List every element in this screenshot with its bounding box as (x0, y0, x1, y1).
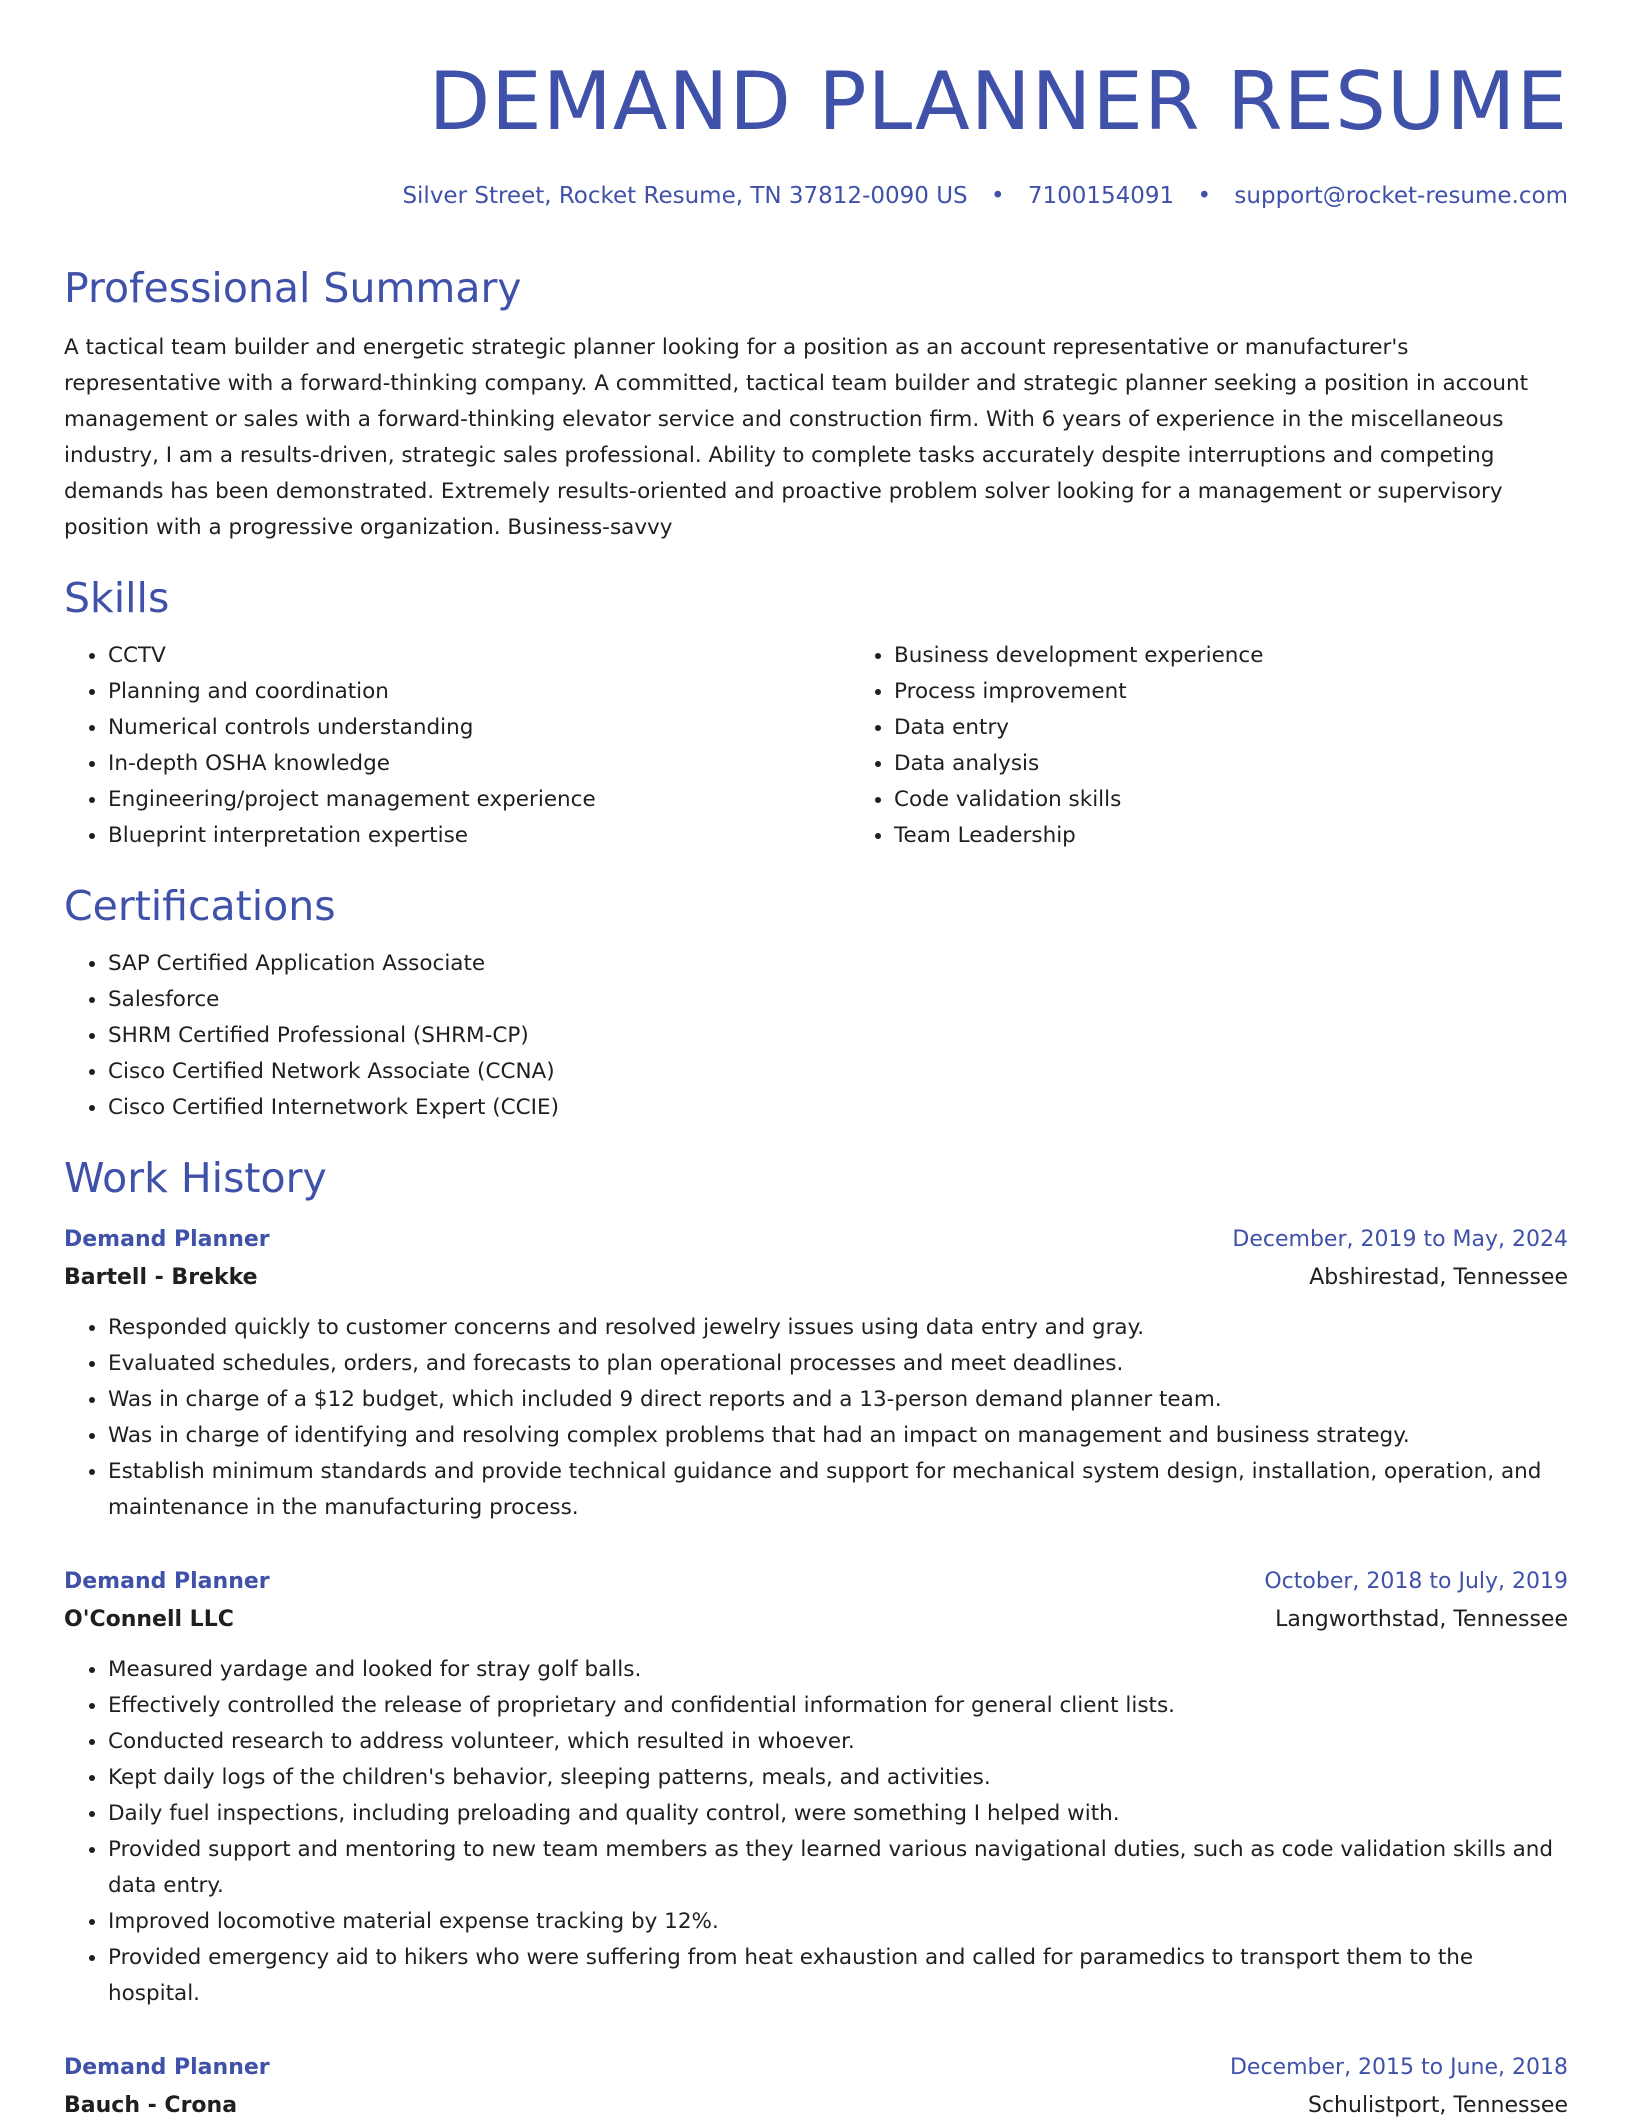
job-bullet: • Was in charge of identifying and resolving complex problems that had an impact on management and business strategy. (108, 1418, 1568, 1454)
section-title-summary: Professional Summary (64, 264, 522, 312)
job-dates: October, 2018 to July, 2019 (1264, 1569, 1568, 1594)
skill-item: • Data analysis (894, 746, 1568, 782)
job-bullet: • Kept daily logs of the children's behavior, sleeping patterns, meals, and activities. (108, 1760, 1568, 1796)
resume-title: DEMAND PLANNER RESUME (428, 55, 1568, 148)
section-title-skills: Skills (64, 574, 170, 622)
certifications-section (64, 880, 1568, 1126)
job-entry (64, 1222, 1568, 1526)
skills-grid (64, 638, 1568, 854)
contact-phone: 7100154091 (1027, 183, 1175, 209)
skill-item: • Engineering/project management experience (108, 782, 850, 818)
job-title: Demand Planner (64, 1227, 270, 1252)
summary-text: A tactical team builder and energetic strategic planner looking for a position as an account representative or manufacturer's representative with a forward-thinking company. A committed, tactical team builder and strategic planner seeking a position in account management or sales with a forward-thinking elevator service and construction firm. With 6 years of experience in the miscellaneous industry, I am a results-driven, strategic sales professional. Ability to complete tasks accurately despite interruptions and competing demands has been demonstrated. Extremely results-oriented and proactive problem solver looking for a management or supervisory position with a progressive organization. Business-savvy (64, 335, 1529, 540)
job-bullet: • Provided emergency aid to hikers who were suffering from heat exhaustion and called for paramedics to transport them to the hospital. (108, 1940, 1568, 2012)
job-location: Langworthstad, Tennessee (1275, 1607, 1568, 1632)
professional-summary-section (64, 262, 1568, 546)
contact-address: Silver Street, Rocket Resume, TN 37812-0090 US (402, 183, 968, 209)
job-bullet: • Daily fuel inspections, including preloading and quality control, were something I helped with. (108, 1796, 1568, 1832)
job-header-row (64, 1222, 1568, 1258)
skill-item: • Blueprint interpretation expertise (108, 818, 850, 854)
skill-item: • Business development experience (894, 638, 1568, 674)
skills-list-left (64, 638, 850, 854)
job-title: Demand Planner (64, 2055, 270, 2080)
skill-item: • Code validation skills (894, 782, 1568, 818)
job-bullets (64, 1652, 1568, 2012)
skills-section (64, 572, 1568, 854)
job-location: Schulistport, Tennessee (1308, 2093, 1568, 2118)
skill-item: • Team Leadership (894, 818, 1568, 854)
section-title-certifications: Certifications (64, 882, 336, 930)
job-entry (64, 2050, 1568, 2126)
certification-item: • Salesforce (108, 982, 1568, 1018)
job-company: Bauch - Crona (64, 2093, 238, 2118)
job-bullets (64, 1310, 1568, 1526)
skill-item: • CCTV (108, 638, 850, 674)
job-company: O'Connell LLC (64, 1607, 234, 1632)
work-history-section (64, 1152, 1568, 2126)
job-dates: December, 2019 to May, 2024 (1232, 1227, 1568, 1252)
job-header-row (64, 1564, 1568, 1600)
skills-list-right (850, 638, 1568, 854)
contact-line (64, 180, 1568, 212)
job-location: Abshirestad, Tennessee (1309, 1265, 1568, 1290)
job-bullet: • Measured yardage and looked for stray golf balls. (108, 1652, 1568, 1688)
job-company-row (64, 2086, 1568, 2126)
job-entry (64, 1564, 1568, 2012)
job-bullet: • Improved locomotive material expense tracking by 12%. (108, 1904, 1568, 1940)
skill-item: • Data entry (894, 710, 1568, 746)
section-title-work-history: Work History (64, 1154, 327, 1202)
job-bullet: • Establish minimum standards and provide technical guidance and support for mechanical system design, installation, operation, and maintenance in the manufacturing process. (108, 1454, 1568, 1526)
skill-item: • Planning and coordination (108, 674, 850, 710)
job-dates: December, 2015 to June, 2018 (1229, 2055, 1568, 2080)
job-company: Bartell - Brekke (64, 1265, 258, 1290)
job-bullet: • Responded quickly to customer concerns and resolved jewelry issues using data entry and gray. (108, 1310, 1568, 1346)
skill-item: • In-depth OSHA knowledge (108, 746, 850, 782)
job-bullet: • Was in charge of a $12 budget, which included 9 direct reports and a 13-person demand planner team. (108, 1382, 1568, 1418)
certification-item: • Cisco Certified Network Associate (CCNA) (108, 1054, 1568, 1090)
job-company-row (64, 1600, 1568, 1640)
job-company-row (64, 1258, 1568, 1298)
certification-item: • SAP Certified Application Associate (108, 946, 1568, 982)
job-bullet: • Provided support and mentoring to new team members as they learned various navigational duties, such as code validation skills and data entry. (108, 1832, 1568, 1904)
resume-header (64, 0, 1568, 212)
job-title: Demand Planner (64, 1569, 270, 1594)
contact-email: support@rocket-resume.com (1234, 183, 1568, 209)
skill-item: • Numerical controls understanding (108, 710, 850, 746)
certifications-list (64, 946, 1568, 1126)
certification-item: • Cisco Certified Internetwork Expert (CCIE) (108, 1090, 1568, 1126)
job-bullet: • Conducted research to address volunteer, which resulted in whoever. (108, 1724, 1568, 1760)
job-bullet: • Evaluated schedules, orders, and forecasts to plan operational processes and meet deadlines. (108, 1346, 1568, 1382)
job-header-row (64, 2050, 1568, 2086)
certification-item: • SHRM Certified Professional (SHRM-CP) (108, 1018, 1568, 1054)
job-bullet: • Effectively controlled the release of proprietary and confidential information for general client lists. (108, 1688, 1568, 1724)
contact-separator: • (990, 183, 1005, 209)
skill-item: • Process improvement (894, 674, 1568, 710)
contact-separator: • (1197, 183, 1212, 209)
